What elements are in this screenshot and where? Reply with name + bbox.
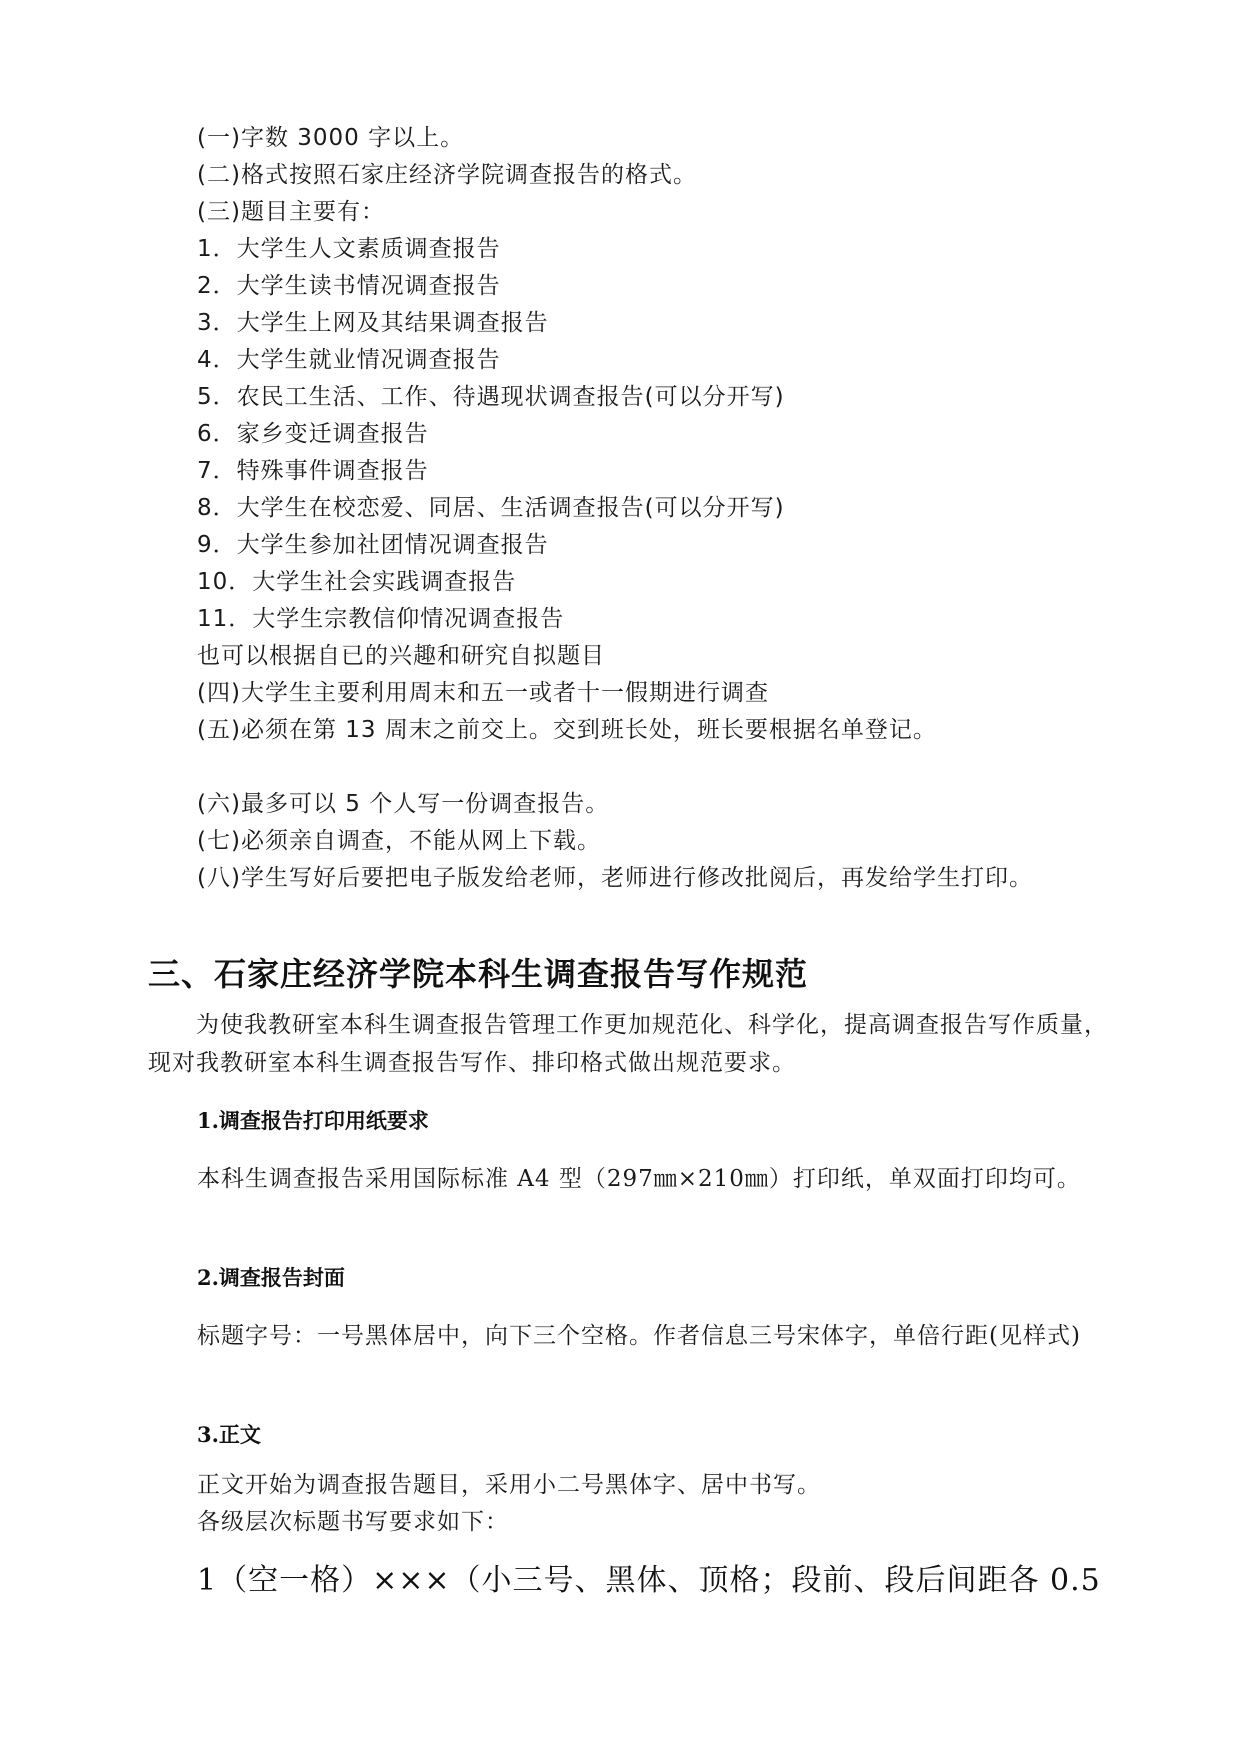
paper-heading: 1.调查报告打印用纸要求: [197, 1108, 429, 1133]
topic-note: 也可以根据自已的兴趣和研究自拟题目: [197, 643, 605, 669]
cover-heading: 2.调查报告封面: [197, 1265, 345, 1290]
requirement-3: (三)题目主要有：: [197, 199, 385, 225]
body-text-2: 各级层次标题书写要求如下：: [197, 1509, 509, 1535]
topic-item-7: 7．特殊事件调查报告: [197, 458, 429, 484]
topic-item-1: 1．大学生人文素质调查报告: [197, 236, 501, 262]
topic-item-5: 5．农民工生活、工作、待遇现状调查报告(可以分开写): [197, 384, 785, 410]
level-rule: 1（空一格）×××（小三号、黑体、顶格；段前、段后间距各 0.5: [197, 1563, 1101, 1598]
requirement-4: (四)大学生主要利用周末和五一或者十一假期进行调查: [197, 680, 769, 706]
topic-item-9: 9．大学生参加社团情况调查报告: [197, 532, 549, 558]
section-title: 三、石家庄经济学院本科生调查报告写作规范: [148, 955, 809, 993]
topic-item-8: 8．大学生在校恋爱、同居、生活调查报告(可以分开写): [197, 495, 785, 521]
topic-item-6: 6．家乡变迁调查报告: [197, 421, 429, 447]
requirement-1: (一)字数 3000 字以上。: [197, 125, 465, 151]
requirement-8: (八)学生写好后要把电子版发给老师，老师进行修改批阅后，再发给学生打印。: [197, 865, 1033, 891]
topic-item-2: 2．大学生读书情况调查报告: [197, 273, 501, 299]
requirement-7: (七)必须亲自调查，不能从网上下载。: [197, 828, 601, 854]
intro-paragraph: 为使我教研室本科生调查报告管理工作更加规范化、科学化，提高调查报告写作质量，现对我教研室本科生调查报告写作、排印格式做出规范要求。: [148, 1012, 1108, 1076]
paper-text: 本科生调查报告采用国际标准 A4 型（297㎜×210㎜）打印纸，单双面打印均可。: [197, 1166, 1081, 1192]
requirement-2: (二)格式按照石家庄经济学院调查报告的格式。: [197, 162, 697, 188]
topic-item-10: 10．大学生社会实践调查报告: [197, 569, 517, 595]
topic-item-4: 4．大学生就业情况调查报告: [197, 347, 501, 373]
requirement-6: (六)最多可以 5 个人写一份调查报告。: [197, 791, 610, 817]
body-heading: 3.正文: [197, 1422, 261, 1447]
cover-text: 标题字号：一号黑体居中，向下三个空格。作者信息三号宋体字，单倍行距(见样式): [197, 1323, 1081, 1349]
requirement-5: (五)必须在第 13 周末之前交上。交到班长处，班长要根据名单登记。: [197, 717, 937, 743]
body-text-1: 正文开始为调查报告题目，采用小二号黑体字、居中书写。: [197, 1472, 821, 1498]
topic-item-11: 11．大学生宗教信仰情况调查报告: [197, 606, 565, 632]
topic-item-3: 3．大学生上网及其结果调查报告: [197, 310, 549, 336]
